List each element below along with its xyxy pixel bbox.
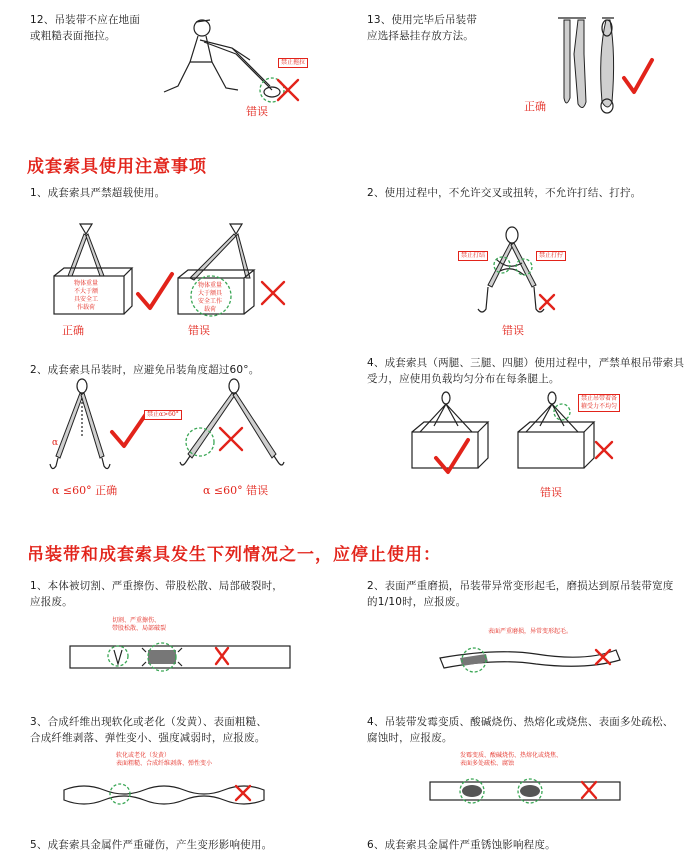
s1-item3-tag: 禁止α>60° (144, 410, 182, 420)
item12-tag: 禁止拖拉 (278, 58, 308, 68)
section2-heading: 吊装带和成套索具发生下列情况之一，应停止使用： (27, 545, 441, 565)
s2-item6-text: 6、成套索具金属件严重锈蚀影响程度。 (367, 839, 556, 851)
section1-heading: 成套索具使用注意事项 (27, 157, 207, 177)
s1-item3-label-left: α ≤60° 正确 (52, 484, 118, 497)
item13-text (367, 12, 477, 44)
box-left-line: 具安全工 (73, 296, 98, 303)
s1-item4-tag-line: 箍受力不均匀 (581, 403, 618, 410)
s1-item3-text: 2、成套索具吊装时，应避免吊装角度超过60°。 (30, 364, 260, 376)
item12-line1: 12、吊装带不应在地面 (30, 14, 141, 26)
s2-item3-line1: 3、合成纤维出现软化或老化（发黄）、表面粗糙、 (30, 716, 268, 728)
s2-item3-tag-line: 表面粗糙、合成纤维剥落、弹性变小 (116, 760, 213, 767)
s2-item4-line2: 腐蚀时，应报废。 (367, 732, 453, 744)
s2-item1-text (30, 578, 283, 610)
s2-item1-line2: 应报废。 (30, 596, 73, 608)
item13-line2: 应选择悬挂存放方法。 (367, 30, 474, 42)
s2-item4-illustration (430, 770, 640, 810)
s1-item4-verdict: 错误 (540, 486, 562, 499)
s1-item3-illustration (40, 378, 330, 478)
s1-item1-verdict-right: 错误 (188, 324, 210, 337)
s2-item2-line2: 的1/10时，应报废。 (367, 596, 467, 608)
s1-item3-label-right: α ≤60° 错误 (203, 484, 269, 497)
box-left-line: 物体重量 (73, 280, 98, 287)
s1-item4-line2: 受力，应使用负载均匀分布在每条腿上。 (367, 373, 560, 385)
s1-item1-verdict-left: 正确 (62, 324, 84, 337)
s2-item4-tag-line: 发霉变质、酸碱烧伤、热熔化或烧焦、 (460, 752, 563, 759)
item12-line2: 或粗糙表面拖拉。 (30, 30, 116, 42)
s2-item1-tag (112, 617, 166, 633)
s2-item3-illustration (64, 770, 294, 810)
s1-item3-alpha: α (52, 438, 59, 448)
s1-item4-tag-line: 禁止吊带着备 (581, 395, 618, 402)
s2-item2-tag: 表面严重磨损，异常变形起毛。 (488, 628, 573, 635)
s2-item4-tag (460, 752, 562, 768)
s2-item4-text (367, 714, 673, 746)
s1-item2-illustration (440, 225, 590, 325)
s1-item2-tag-left: 禁止打结 (458, 251, 488, 261)
s1-item4-line1: 4、成套索具（两腿、三腿、四腿）使用过程中，严禁单根吊带索具 (367, 357, 685, 369)
s2-item5-text: 5、成套索具金属件严重碰伤，产生变形影响使用。 (30, 839, 273, 851)
s2-item3-tag-line: 软化或老化（发黄） (116, 752, 171, 759)
s1-item1-box-right (182, 282, 238, 314)
s2-item3-tag (116, 752, 212, 768)
s1-item4-text (367, 355, 684, 387)
box-left-line: 不大于额 (73, 288, 98, 295)
box-right-line: 大于额具 (197, 290, 222, 297)
item13-line1: 13、使用完毕后吊装带 (367, 14, 478, 26)
s2-item4-tag-line: 表面多处疏松、腐蚀 (460, 760, 515, 767)
s2-item4-line1: 4、吊装带发霉变质、酸碱烧伤、热熔化或烧焦、表面多处疏松、 (367, 716, 674, 728)
item13-verdict: 正确 (524, 100, 546, 113)
s1-item4-tag (578, 394, 620, 412)
s2-item2-illustration (436, 636, 646, 676)
box-right-line: 物体重量 (197, 282, 222, 289)
s1-item2-text: 2、使用过程中，不允许交叉或扭转，不允许打结、打拧。 (367, 187, 642, 199)
s2-item1-line1: 1、本体被切割、严重擦伤、带股松散、局部破裂时， (30, 580, 283, 592)
s2-item2-text (367, 578, 673, 610)
item12-text (30, 12, 140, 44)
s2-item3-text (30, 714, 267, 746)
s2-item1-tag-line: 切割、严重擦伤、 (112, 617, 161, 624)
s2-item3-line2: 合成纤维剥落、弹性变小、强度减弱时，应报废。 (30, 732, 266, 744)
s1-item1-box-left (58, 280, 114, 312)
s1-item1-text: 1、成套索具严禁超载使用。 (30, 187, 166, 199)
s2-item2-line1: 2、表面严重磨损，吊装带异常变形起毛，磨损达到原吊装带宽度 (367, 580, 674, 592)
item12-verdict: 错误 (246, 105, 268, 118)
s2-item1-illustration (70, 628, 310, 678)
s1-item2-verdict: 错误 (502, 324, 524, 337)
item13-illustration (550, 14, 660, 124)
box-right-line: 载荷 (203, 306, 216, 313)
box-left-line: 作载荷 (76, 304, 95, 311)
s1-item2-tag-right: 禁止打拧 (536, 251, 566, 261)
box-right-line: 安全工作 (197, 298, 222, 305)
s2-item1-tag-line: 带股松散、局部破裂 (112, 625, 167, 632)
